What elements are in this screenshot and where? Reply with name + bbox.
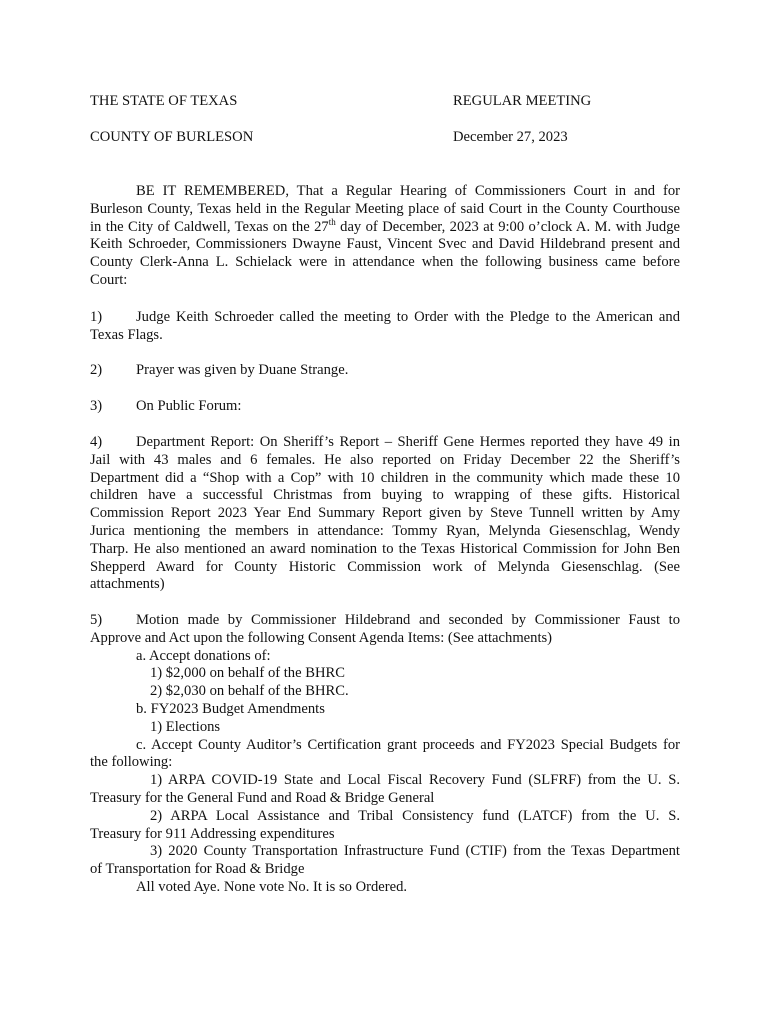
item-number: 5) bbox=[90, 612, 103, 628]
agenda-item-4 bbox=[90, 434, 680, 594]
item-line: attachments) bbox=[90, 576, 165, 593]
consent-subitem: 1) ARPA COVID-19 State and Local Fiscal Recovery Fund (SLFRF) from the U. S. bbox=[150, 772, 680, 789]
item-line: Shepperd Award for County Historic Commission work of Melynda Giesenschlag. (See bbox=[90, 558, 680, 575]
header-date: December 27, 2023 bbox=[453, 129, 568, 145]
agenda-item-5 bbox=[90, 612, 680, 897]
item-number: 3) bbox=[90, 398, 103, 414]
intro-line: BE IT REMEMBERED, That a Regular Hearing of Commissioners Court in and for bbox=[136, 183, 680, 199]
item-line: 1) Judge Keith Schroeder called the meeting to Order with the Pledge to the American and bbox=[90, 309, 680, 325]
item-line: Jail with 43 males and 6 females. He also reported on Friday December 22 the Sheriff’s bbox=[90, 451, 680, 468]
consent-subitem: 2) ARPA Local Assistance and Tribal Consistency fund (LATCF) from the U. S. bbox=[150, 807, 680, 824]
item-line: Texas Flags. bbox=[90, 326, 163, 343]
consent-subitem: 2) $2,030 on behalf of the BHRC. bbox=[150, 683, 349, 700]
intro-line: Burleson County, Texas held in the Regular Meeting place of said Court in the County Courthouse bbox=[90, 200, 680, 217]
item-line: 4) Department Report: On Sheriff’s Report – Sheriff Gene Hermes reported they have 49 in bbox=[90, 434, 680, 450]
intro-line: Keith Schroeder, Commissioners Dwayne Faust, Vincent Svec and David Hildebrand present and bbox=[90, 236, 680, 253]
intro-line: Court: bbox=[90, 271, 128, 288]
consent-subitem: 1) $2,000 on behalf of the BHRC bbox=[150, 665, 345, 682]
item-number: 1) bbox=[90, 309, 103, 325]
item-line: Department did a “Shop with a Cop” with 10 children in the community which made these 10 bbox=[90, 469, 680, 486]
header-county: COUNTY OF BURLESON bbox=[90, 129, 254, 145]
intro-line: in the City of Caldwell, Texas on the 27th day of December, 2023 at 9:00 o’clock A. M. with Judge bbox=[90, 216, 680, 235]
consent-item-a: a. Accept donations of: bbox=[136, 647, 271, 664]
header-state: THE STATE OF TEXAS bbox=[90, 93, 238, 109]
consent-subitem: 3) 2020 County Transportation Infrastructure Fund (CTIF) from the Texas Department bbox=[150, 843, 680, 860]
consent-subitem-cont: Treasury for the General Fund and Road & Bridge General bbox=[90, 789, 435, 806]
consent-subitem: 1) Elections bbox=[150, 718, 221, 735]
item-text: Prayer was given by Duane Strange. bbox=[136, 362, 349, 378]
item-line: Jurica mentioning the members in attendance: Tommy Ryan, Melynda Giesenschlag, Wendy bbox=[90, 522, 680, 539]
consent-subitem-cont: of Transportation for Road & Bridge bbox=[90, 861, 305, 878]
item-number: 4) bbox=[90, 434, 103, 450]
item-number: 2) bbox=[90, 362, 103, 378]
header-meeting-type: REGULAR MEETING bbox=[453, 93, 592, 109]
item-line: 5) Motion made by Commissioner Hildebrand and seconded by Commissioner Faust to bbox=[90, 612, 680, 628]
agenda-item-1 bbox=[90, 309, 680, 345]
consent-item-b: b. FY2023 Budget Amendments bbox=[136, 700, 325, 717]
item-line: Tharp. He also mentioned an award nomination to the Texas Historical Commission for John Ben bbox=[90, 540, 680, 557]
agenda-item-3 bbox=[90, 398, 680, 416]
agenda-item-2 bbox=[90, 362, 680, 380]
consent-item-c-cont: the following: bbox=[90, 754, 173, 771]
item-text: On Public Forum: bbox=[136, 398, 242, 414]
consent-subitem-cont: Treasury for 911 Addressing expenditures bbox=[90, 825, 335, 842]
intro-paragraph bbox=[90, 183, 680, 290]
consent-item-c: c. Accept County Auditor’s Certification grant proceeds and FY2023 Special Budgets for bbox=[136, 736, 680, 753]
vote-result: All voted Aye. None vote No. It is so Ordered. bbox=[136, 878, 408, 895]
item-line: children have a successful Christmas from buying to wrapping of these gifts. Historical bbox=[90, 487, 680, 504]
intro-line: County Clerk-Anna L. Schielack were in attendance when the following business came before bbox=[90, 254, 680, 271]
item-line: Commission Report 2023 Year End Summary Report given by Steve Tunnell written by Amy bbox=[90, 505, 680, 522]
item-line: Approve and Act upon the following Consent Agenda Items: (See attachments) bbox=[90, 629, 553, 646]
